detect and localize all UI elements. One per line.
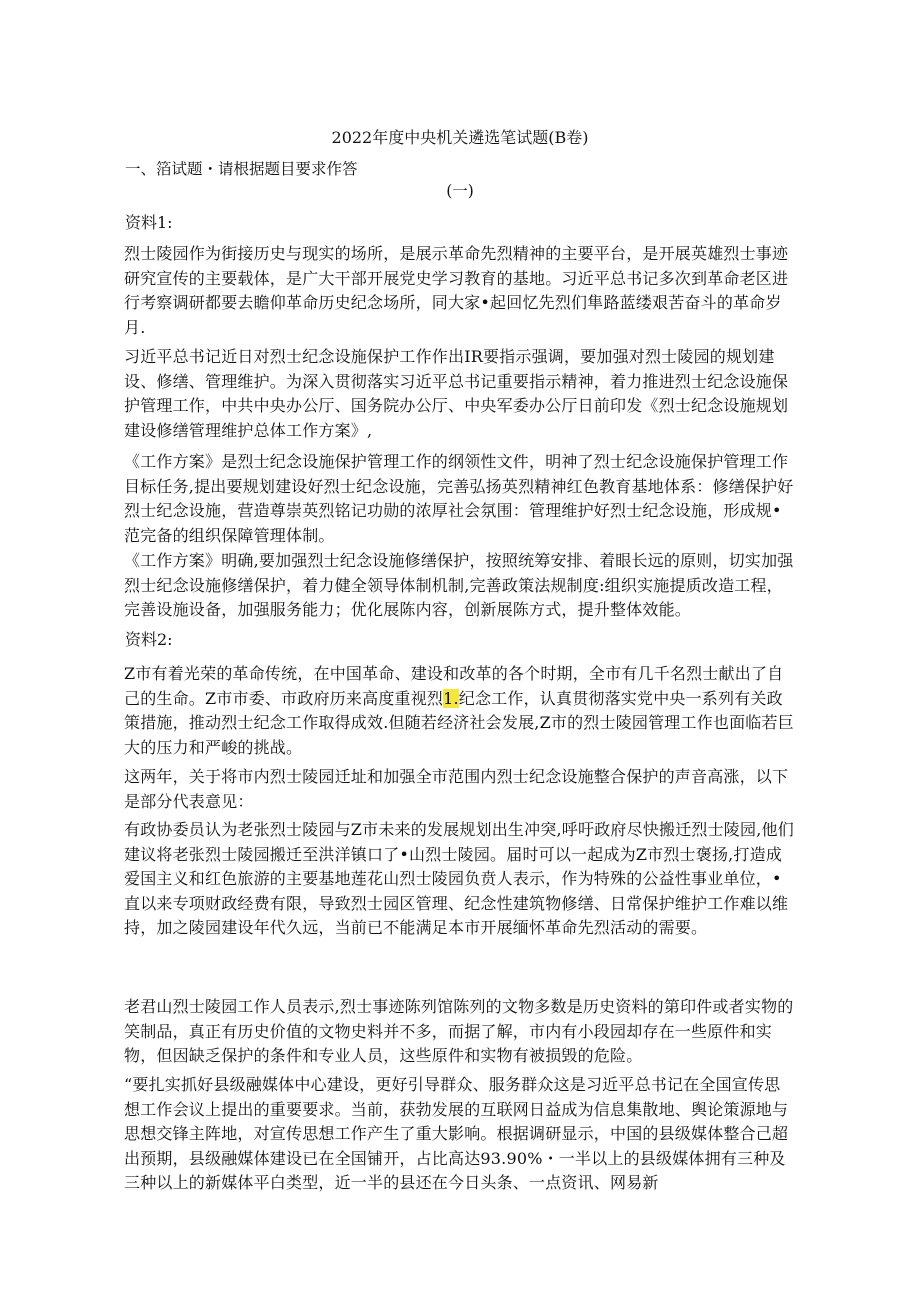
material1-paragraph: 烈士陵园作为街接历史与现实的场所，是展示革命先烈精神的主要平台，是开展英雄烈士事迹研究宣传的主要载体，是广大干部开展党史学习教育的基地。习近平总书记多次到革命老区进行考察调研都要去瞻仰革命历史纪念场所，同大家•起回忆先烈们隼路蓝缕艰苦奋斗的革命岁月. [124,244,789,337]
material2-paragraph [124,662,796,760]
material2-paragraph: 这两年，关于将市内烈士陵园迁址和加强全市范围内烈士纪念设施整合保护的声音高涨，以下是部分代表意见： [124,767,789,811]
material2-label: 资料2: [125,630,173,649]
material2-paragraph: 有政协委员认为老张烈士陵园与Z市未来的发展规划出生冲突,呼吁政府尽快搬迁烈士陵园,他们建议将老张烈士陵园搬迁至洪洋镇口了•山烈士陵园。届时可以一起成为Z市烈士褒扬,打造成爱国主义和红色旅游的主要基地莲花山烈士陵园负贲人表示，作为特殊的公益性事业单位，•直以来专项财政经费有限，导致烈士园区管理、纪念性建筑物修缮、日常保护维护工作难以维持，加之陵园建设年代久远，当前已不能满足本市开展缅怀革命先烈活动的需要。 [124,820,794,937]
paragraph-text: 纪念工作，认真贯彻落实党中央一系列有关政策措施，推动烈士纪念工作取得成效.但随若经济社会发展,Z市的烈士陵园管理工作也面临若巨大的压力和严峻的挑战。 [124,688,794,757]
material1-label: 资料1: [125,213,173,232]
material1-paragraph: 《工作方案》明确,要加强烈士纪念设施修缮保护，按照统筹安排、着眼长远的原则，切实加强烈士纪念设施修缮保护，着力健全领导体制机制,完善政策法规制度:组织实施提质改造工程，完善设施设备，加强服务能力；优化展陈内容，创新展陈方式，提升整体效能。 [124,551,794,619]
document-title: 2022年度中央机关遴选笔试题(B卷) [331,128,589,147]
material2-paragraph: 老君山烈士陵园工作人员表示,烈士事迹陈列馆陈列的文物多数是历史资料的第印件或者实物的笑制品，真正有历史价值的文物史料并不多，而据了解，市内有小段园却存在一些原件和实物，但因缺乏保护的条件和专业人员，这些原件和实物有被损毁的危险。 [124,997,794,1065]
material1-paragraph: 《工作方案》是烈士纪念设施保护管理工作的纲领性文件，明神了烈士纪念设施保护管理工作目标任务,提出要规划建设好烈士纪念设施，完善弘扬英烈精神红色教育基地体系：修缮保护好烈士纪念设施，营造尊崇英烈铭记功勋的浓厚社会氛围：管理维护好烈士纪念设施，形成规•范完备的组织保障管理体制。 [124,452,794,545]
highlighted-text: 1. [443,688,459,708]
subsection-heading: (一) [446,182,474,200]
section-heading: 一、箔试题・请根据题目要求作答 [125,160,358,178]
paragraph-text: Z市有着光荣的革命传统，在中国革命、建设和改革的各个时期，全市有几千名烈士献出了自己的生命。Z市市委、市政府历来高度重视烈 [124,664,784,708]
material2-paragraph: “要扎实抓好县级融媒体中心建设，更好引导群众、服务群众这是习近平总书记在全国宣传思想工作会议上提出的重要要求。当前，获勃发展的互联网日益成为信息集散地、舆论策源地与思想交锋主阵地，对宣传思想工作产生了重大影响。根据调研显示，中国的县级媒体整合己超出预期，县级融媒体建设已在全国铺开，占比高达93.90%・一半以上的县级媒体拥有三种及三种以上的新媒体平白类型，近一半的县还在今日头条、一点资讯、网易新 [124,1075,789,1192]
material1-paragraph: 习近平总书记近日对烈士纪念设施保护工作作出IR要指示强调，要加强对烈士陵园的规划建设、修缮、管理维护。为深入贯彻落实习近平总书记重要指示精神，着力推进烈士纪念设施保护管理工作，中共中央办公厅、国务院办公厅、中央军委办公厅日前印发《烈士纪念设施规划建设修缮管理维护总体工作方案》, [124,347,789,440]
